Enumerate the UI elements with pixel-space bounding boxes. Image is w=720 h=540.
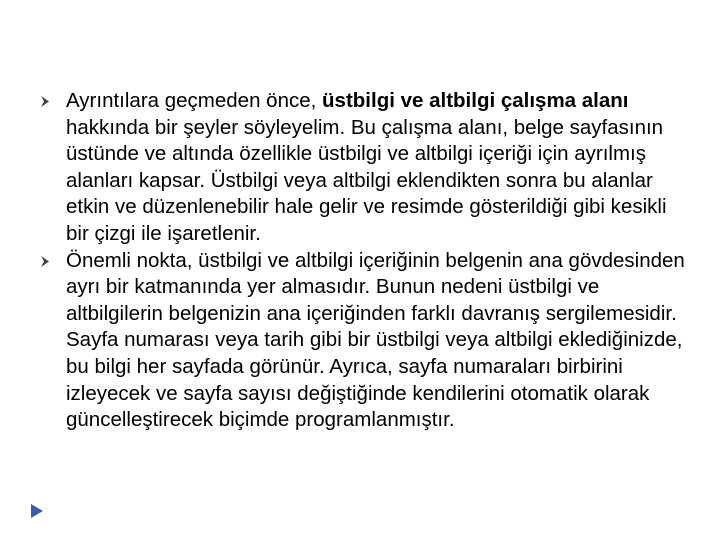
play-arrow-icon[interactable] <box>30 503 44 519</box>
bullet-1-text-end: hakkında bir şeyler söyleyelim. Bu çalışma alanı, belge sayfasının üstünde ve altında özellikle üstbilgi ve altbilgi içeriği için ayrılmış alanları kapsar. Üstbilgi veya altbilgi eklendikten sonra bu alanlar etkin ve düzenlenebilir hale gelir ve resimde gösterildiği gibi kesikli bir çizgi ile işaretlenir. <box>66 115 667 245</box>
bullet-1-bold-term: üstbilgi ve altbilgi çalışma alanı <box>322 89 629 112</box>
slide-content <box>40 88 690 434</box>
bullet-item-1 <box>40 88 690 248</box>
bullet-1-text-start: Ayrıntılara geçmeden önce, <box>66 89 323 112</box>
bullet-2-text: Önemli nokta, üstbilgi ve altbilgi içeriğinin belgenin ana gövdesinden ayrı bir katmanında yer almasıdır. Bunun nedeni üstbilgi ve altbilgilerin belgenizin ana içeriğinden farklı davranış sergilemesidir. Sayfa numarası veya tarih gibi bir üstbilgi veya altbilgi eklediğinizde, bu bilgi her sayfada görünür. Ayrıca, sayfa numaraları birbirini izleyecek ve sayfa sayısı değiştiğinde kendilerini otomatik olarak güncelleştirecek biçimde programlanmıştır. <box>66 248 685 432</box>
bullet-diamond-icon <box>40 96 49 107</box>
bullet-diamond-icon <box>40 256 49 267</box>
bullet-item-2 <box>40 248 690 434</box>
